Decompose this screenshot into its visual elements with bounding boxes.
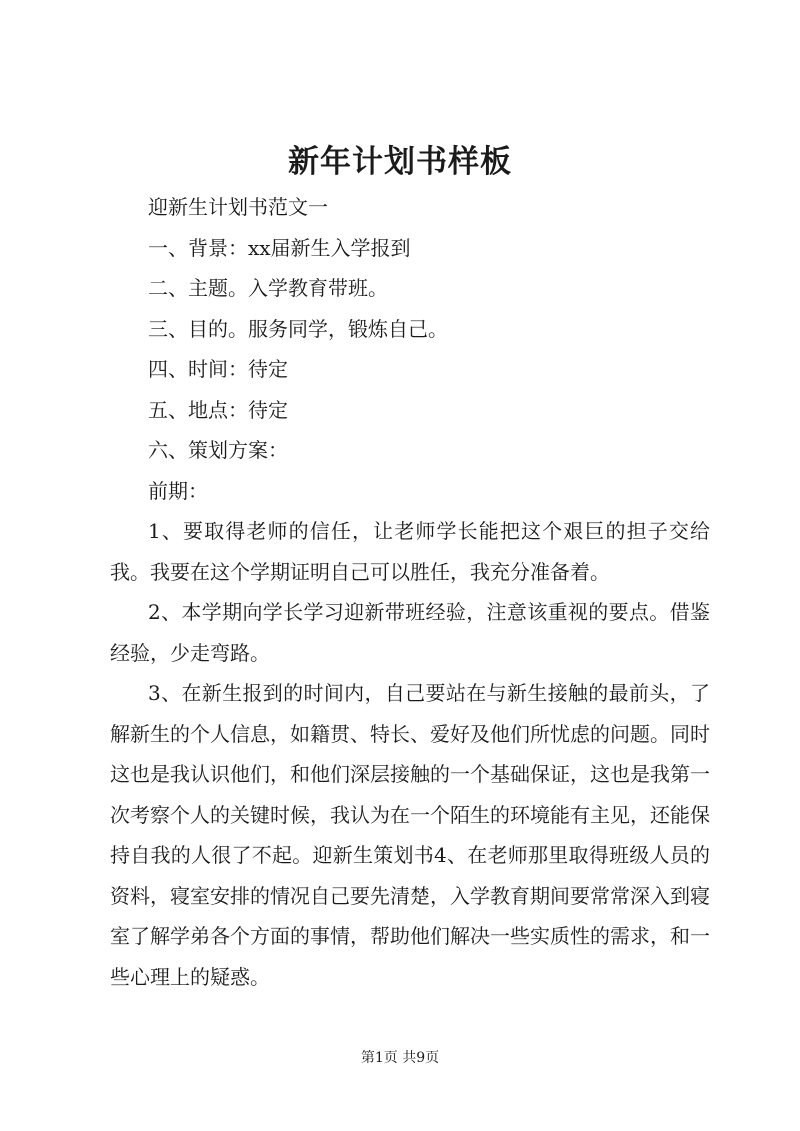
item-early-stage: 前期：: [148, 478, 208, 503]
paragraph-2: 2、本学期向学长学习迎新带班经验，注意该重视的要点。借鉴经验，少走弯路。: [110, 600, 710, 665]
item-time: 四、时间：待定: [148, 357, 288, 381]
item-background: 一、背景：xx届新生入学报到: [148, 235, 411, 260]
document-body: [110, 187, 710, 997]
section-heading: 迎新生计划书范文一: [148, 195, 328, 219]
item-theme: 二、主题。入学教育带班。: [148, 276, 388, 300]
paragraph-3: 3、在新生报到的时间内，自己要站在与新生接触的最前头，了解新生的个人信息，如籍贯、特长、爱好及他们所忧虑的问题。同时这也是我认识他们，和他们深层接触的一个基础保证，这也是我第一次考察个人的关键时候，我认为在一个陌生的环境能有主见，还能保持自我的人很了不起。迎新生策划书4、在老师那里取得班级人员的资料，寝室安排的情况自己要先清楚，入学教育期间要常常深入到寝室了解学弟各个方面的事情，帮助他们解决一些实质性的需求，和一些心理上的疑惑。: [110, 681, 710, 989]
page-footer: 第1页 共9页: [360, 1050, 440, 1066]
item-purpose: 三、目的。服务同学，锻炼自己。: [148, 316, 448, 341]
item-plan: 六、策划方案：: [148, 438, 288, 462]
paragraph-1: 1、要取得老师的信任，让老师学长能把这个艰巨的担子交给我。我要在这个学期证明自己可以胜任，我充分准备着。: [110, 519, 710, 584]
item-location: 五、地点：待定: [148, 397, 288, 422]
document-title: 新年计划书样板: [288, 144, 512, 180]
